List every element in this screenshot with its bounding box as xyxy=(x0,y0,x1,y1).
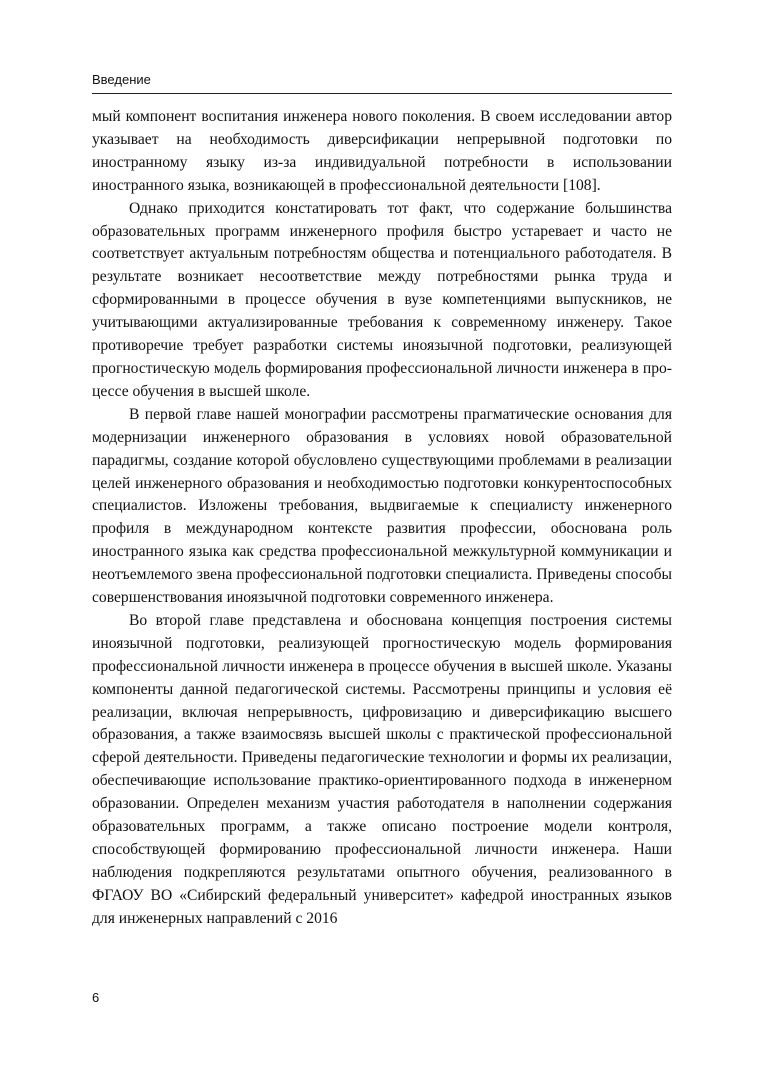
body-text xyxy=(92,106,672,931)
paragraph: Во второй главе представлена и обоснована концепция построения системы иноязычной подготовки, реализующей прогностическую модель формирования профессиональной личности инженера в процессе обучения в высшей школе. Указаны компоненты данной педагогической системы. Рассмотрены принципы и условия её реализации, включая непрерывность, цифровизацию и диверсификацию высшего образования, а также взаимосвязь высшей школы с практической профессиональной сферой деятельности. Приведены педагогические технологии и формы их реализации, обеспечивающие использование практико-ориентированного подхода в инженерном образовании. Определен механизм участия работодателя в наполнении содержания образовательных программ, а также описано построение модели контроля, способствующей формированию профессиональной личности инженера. Наши наблюдения подкрепляются результатами опытного обучения, реализованного в ФГАОУ ВО «Сибирский федеральный университет» кафедрой иностранных языков для инженерных направлений с 2016 xyxy=(92,611,672,927)
header-divider xyxy=(92,93,672,94)
page-number: 6 xyxy=(92,990,100,1005)
paragraph-continuation: мый компонент воспитания инженера нового поколения. В своем исследовании автор указывает на необходимость диверсификации непрерывной подготовки по иностранному языку из-за индивидуальной потребности в использовании иностранного языка, возникающей в профессиональной деятельности [108]. xyxy=(92,108,672,194)
paragraph: Однако приходится констатировать тот факт, что содержание большинства образовательных программ инженерного профиля быстро устаревает и часто не соответствует актуальным потребностям общества и потенциального работодателя. В результате возникает несоответствие между потребностями рынка труда и сформированными в процессе обучения в вузе компетенциями выпускников, не учитывающими актуализированные требования к современному инженеру. Такое противоречие требует разработки системы иноязычной подготовки, реализующей прогностическую модель формирования профессиональной личности инженера в процессе обучения в высшей школе. xyxy=(92,199,672,400)
paragraph: В первой главе нашей монографии рассмотрены прагматические основания для модернизации инженерного образования в условиях новой образовательной парадигмы, создание которой обусловлено существующими проблемами в реализации целей инженерного образования и необходимостью подготовки конкурентоспособных специалистов. Изложены требования, выдвигаемые к специалисту инженерного профиля в международном контексте развития профессии, обоснована роль иностранного языка как средства профессиональной межкультурной коммуникации и неотъемлемого звена профессиональной подготовки специалиста. Приведены способы совершенствования иноязычной подготовки современного инженера. xyxy=(92,405,672,607)
running-header: Введение xyxy=(92,72,151,87)
